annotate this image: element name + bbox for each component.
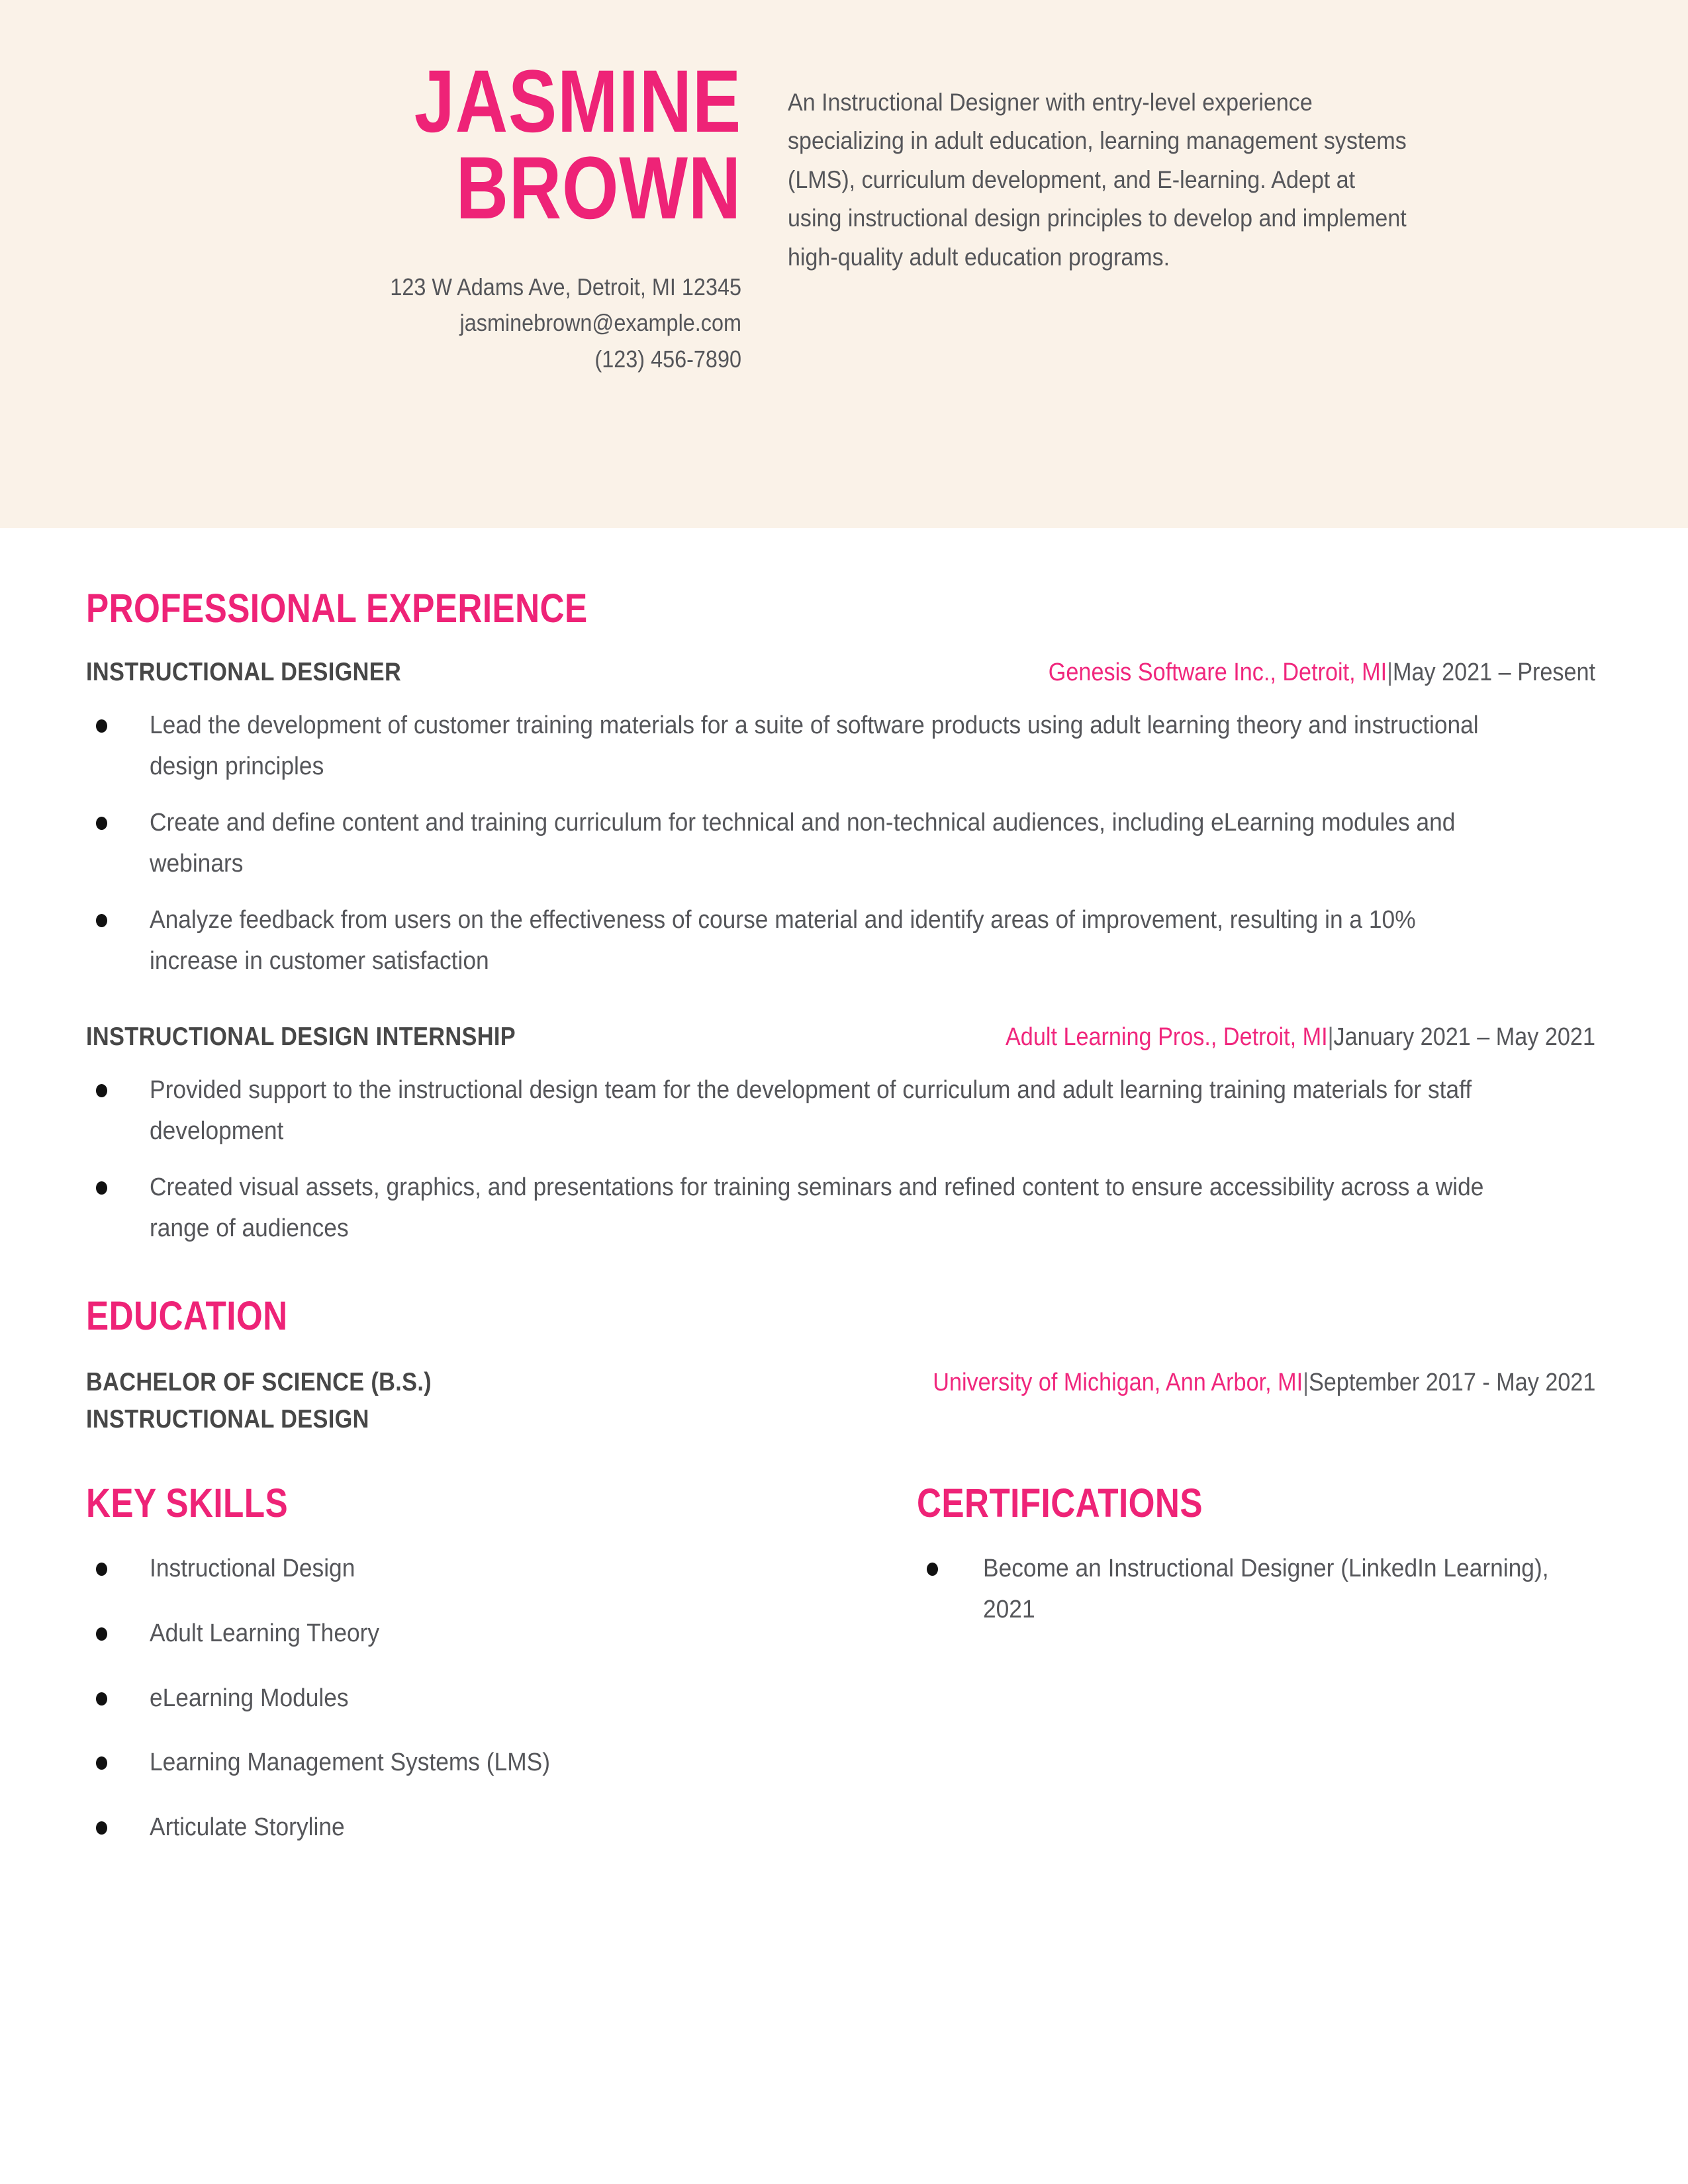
skill-text: Articulate Storyline bbox=[150, 1813, 345, 1841]
bullet-text: Created visual assets, graphics, and presentations for training seminars and refined content to ensure accessibility across a wide range of audiences bbox=[150, 1173, 1484, 1242]
skill-text: Instructional Design bbox=[150, 1555, 355, 1583]
bullet-dot-icon bbox=[96, 1756, 107, 1770]
contact-block bbox=[265, 269, 741, 378]
first-name: JASMINE bbox=[414, 52, 741, 151]
contact-address: 123 W Adams Ave, Detroit, MI 12345 bbox=[390, 273, 741, 300]
list-item bbox=[86, 1167, 1595, 1249]
content-container bbox=[0, 585, 1688, 1872]
section-title-education: EDUCATION bbox=[86, 1293, 288, 1339]
list-item bbox=[86, 705, 1595, 787]
section-title-certifications: CERTIFICATIONS bbox=[917, 1480, 1203, 1526]
list-item bbox=[86, 1549, 917, 1590]
bullet-dot-icon bbox=[96, 1181, 107, 1195]
skills-certifications-row bbox=[86, 1480, 1595, 1872]
education-dates: September 2017 - May 2021 bbox=[1308, 1369, 1595, 1397]
job-title: INSTRUCTIONAL DESIGNER bbox=[86, 658, 402, 686]
bullet-text: Provided support to the instructional design team for the development of curriculum and adult learning training materials for staff development bbox=[150, 1076, 1472, 1145]
bullet-dot-icon bbox=[96, 1084, 107, 1097]
bullet-dot-icon bbox=[96, 914, 107, 927]
key-skills-list bbox=[86, 1549, 917, 1848]
certification-text: Become an Instructional Designer (LinkedIn Learning), 2021 bbox=[983, 1555, 1549, 1623]
bullet-text: Analyze feedback from users on the effectiveness of course material and identify areas of improvement, resulting in a 10% increase in customer satisfaction bbox=[150, 906, 1416, 975]
skill-text: Adult Learning Theory bbox=[150, 1619, 380, 1647]
skill-text: Learning Management Systems (LMS) bbox=[150, 1749, 550, 1777]
certifications-column bbox=[917, 1480, 1595, 1872]
bullet-dot-icon bbox=[96, 719, 107, 733]
identity-block bbox=[212, 52, 768, 378]
bullet-dot-icon bbox=[927, 1563, 938, 1576]
education-degree-line-2: INSTRUCTIONAL DESIGN bbox=[86, 1404, 369, 1433]
job-dates: January 2021 – May 2021 bbox=[1333, 1023, 1595, 1052]
bullet-dot-icon bbox=[96, 1692, 107, 1706]
contact-email[interactable]: jasminebrown@example.com bbox=[459, 309, 741, 337]
list-item bbox=[86, 1743, 917, 1784]
education-degree-block bbox=[86, 1365, 479, 1436]
education-entry bbox=[86, 1365, 1595, 1436]
education-meta-separator: | bbox=[1302, 1369, 1309, 1397]
list-item bbox=[86, 1070, 1595, 1152]
bullet-dot-icon bbox=[96, 1627, 107, 1641]
job-meta-separator: | bbox=[1327, 1023, 1334, 1052]
job-dates: May 2021 – Present bbox=[1392, 659, 1595, 686]
job-meta bbox=[1049, 659, 1595, 687]
job-bullets bbox=[86, 705, 1595, 981]
job-header bbox=[86, 1023, 1595, 1052]
professional-summary: An Instructional Designer with entry-level experience specializing in adult education, learning management systems (LMS), curriculum development, and E-learning. Adept at using instructional design principles to develop and implement high-quality adult education programs. bbox=[788, 89, 1407, 271]
bullet-dot-icon bbox=[96, 1563, 107, 1576]
list-item bbox=[86, 1807, 917, 1848]
section-title-professional-experience: PROFESSIONAL EXPERIENCE bbox=[86, 586, 588, 631]
job-header bbox=[86, 658, 1595, 687]
contact-phone[interactable]: (123) 456-7890 bbox=[594, 345, 741, 373]
list-item bbox=[86, 1678, 917, 1719]
education-degree-line-1: BACHELOR OF SCIENCE (B.S.) bbox=[86, 1368, 432, 1397]
job-meta-separator: | bbox=[1387, 659, 1393, 686]
header-band bbox=[0, 0, 1688, 528]
list-item bbox=[917, 1549, 1595, 1630]
education-institution: University of Michigan, Ann Arbor, MI bbox=[932, 1369, 1303, 1397]
job-meta bbox=[1006, 1023, 1595, 1052]
header-inner bbox=[0, 0, 1688, 528]
education-row bbox=[86, 1365, 1595, 1436]
bullet-text: Create and define content and training curriculum for technical and non-technical audiences, including eLearning modules and webinars bbox=[150, 809, 1456, 878]
list-item bbox=[86, 803, 1595, 884]
resume-body bbox=[0, 528, 1688, 1872]
job-title: INSTRUCTIONAL DESIGN INTERNSHIP bbox=[86, 1023, 516, 1052]
key-skills-column bbox=[86, 1480, 917, 1872]
skill-text: eLearning Modules bbox=[150, 1684, 349, 1712]
section-title-key-skills: KEY SKILLS bbox=[86, 1480, 289, 1526]
job-organization: Genesis Software Inc., Detroit, MI bbox=[1048, 659, 1387, 686]
bullet-dot-icon bbox=[96, 1821, 107, 1835]
list-item bbox=[86, 900, 1595, 981]
list-item bbox=[86, 1614, 917, 1655]
certifications-list bbox=[917, 1549, 1595, 1630]
last-name: BROWN bbox=[455, 139, 741, 238]
job-organization: Adult Learning Pros., Detroit, MI bbox=[1006, 1023, 1328, 1052]
bullet-dot-icon bbox=[96, 817, 107, 830]
bullet-text: Lead the development of customer training materials for a suite of software products using adult learning theory and instructional design principles bbox=[150, 711, 1479, 780]
job-bullets bbox=[86, 1070, 1595, 1249]
education-meta bbox=[933, 1369, 1595, 1397]
